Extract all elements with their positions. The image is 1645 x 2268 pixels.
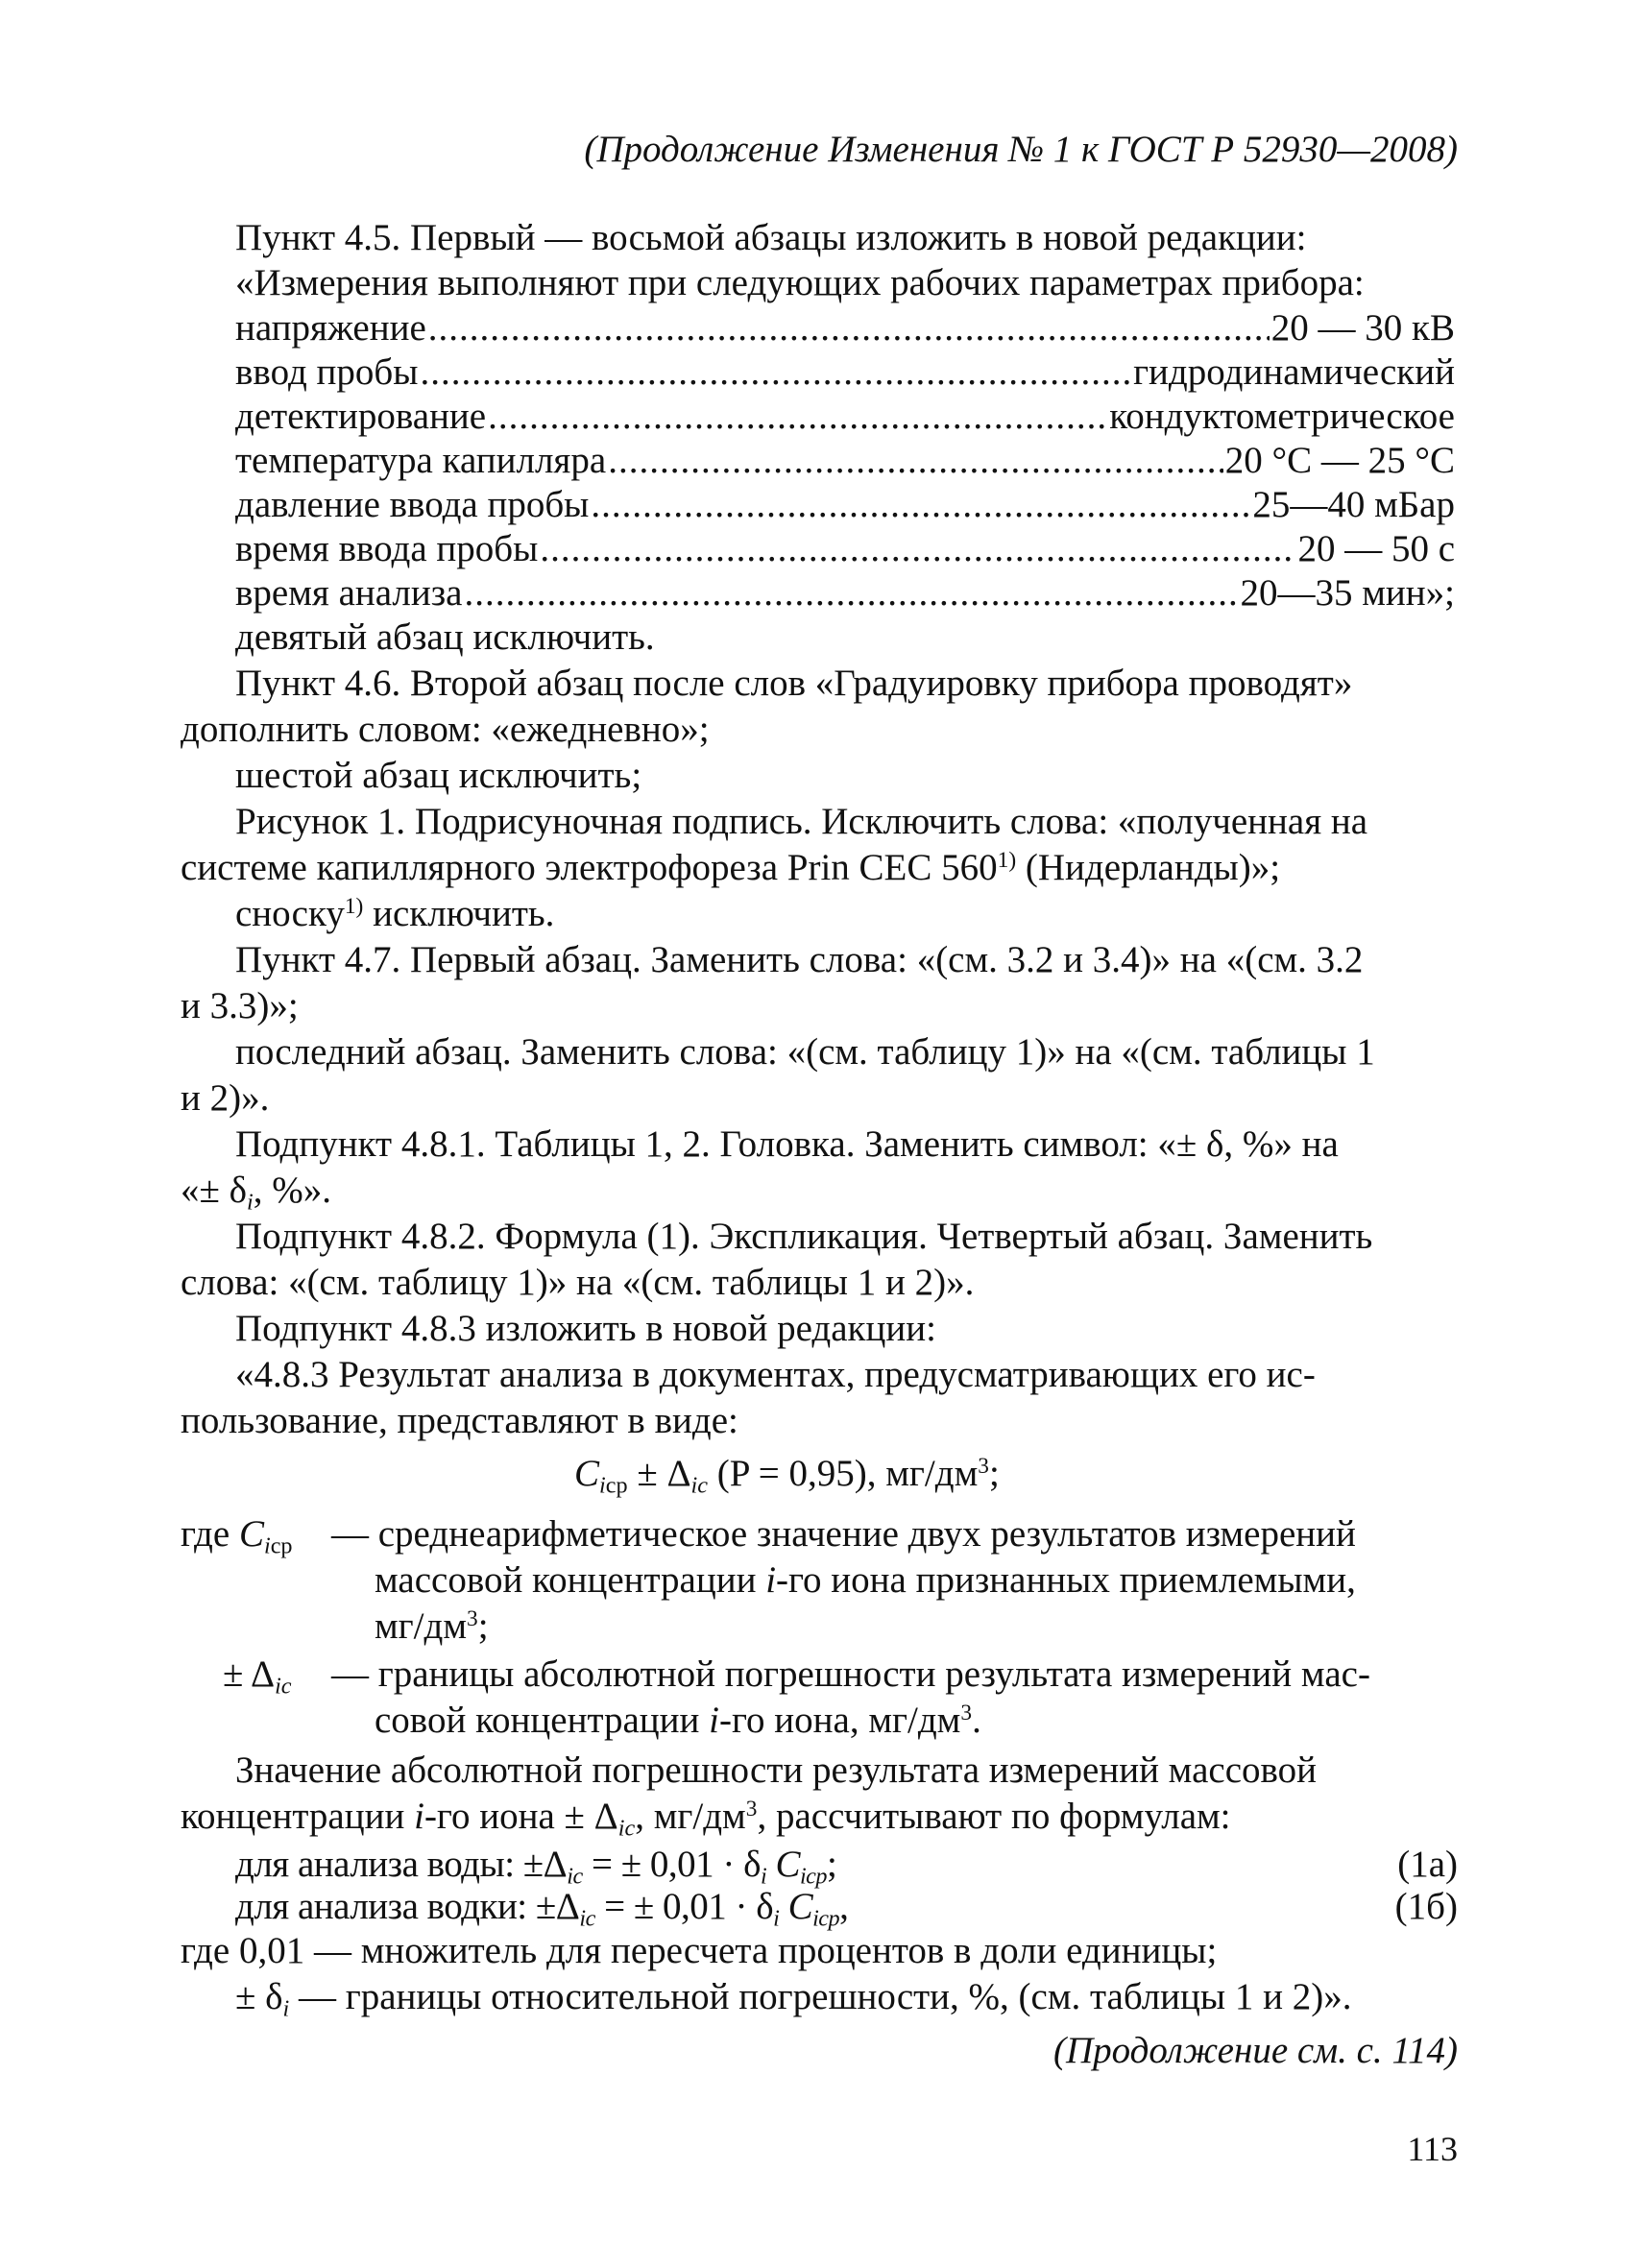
param-row: ввод пробы ..... гидродинамический (235, 353, 1455, 391)
where2-line1: где 0,01 — множитель для пересчета процентов в доли единицы; (181, 1930, 1218, 1971)
fig1-line2: системе капиллярного электрофореза Prin СЕС 560$^{1)}$ (Нидерланды)»; (181, 847, 1281, 888)
formula-1a: для анализа воды: $\pm\Delta_{ic}$ = ± $0,01 \cdot \delta_i$ $C_{iср}$; (235, 1844, 837, 1890)
p483-line2: «4.8.3 Результат анализа в документах, предусматривающих его ис- (235, 1354, 1316, 1395)
param-row: детектирование ..... кондуктометрическое (235, 398, 1455, 435)
explication-row2-line2: совой концентрации i-го иона, $мг/дм^3$. (375, 1700, 981, 1741)
fig1-line1: Рисунок 1. Подрисуночная подпись. Исключить слова: «полученная на (235, 801, 1368, 842)
p47-line2: и 3.3)»; (181, 985, 299, 1026)
p47-line1: Пункт 4.7. Первый абзац. Заменить слова: «(см. 3.2 и 3.4)» на «(см. 3.2 (235, 939, 1364, 980)
p45-quote: «Измерения выполняют при следующих рабочих параметрах прибора: (235, 262, 1365, 303)
p482-line2: слова: «(см. таблицу 1)» на «(см. таблицы 1 и 2)». (181, 1262, 975, 1303)
formula-1a-number: (1а) (1397, 1844, 1458, 1885)
abs-err-line1: Значение абсолютной погрешности результата измерений массовой (235, 1749, 1318, 1791)
fig1-line3: сноску$^{1)}$ исключить. (235, 893, 555, 934)
explication-row2-line1: — границы абсолютной погрешности результата измерений мас- (331, 1653, 1370, 1695)
explication-row1-line2: массовой концентрации i-го иона признанных приемлемыми, (375, 1559, 1356, 1601)
explication-row1-line1: — среднеарифметическое значение двух результатов измерений (331, 1513, 1356, 1555)
param-row: напряжение ..... 20 — 30 кВ (235, 309, 1455, 347)
p483-line3: пользование, представляют в виде: (181, 1400, 738, 1441)
p45-intro: Пункт 4.5. Первый — восьмой абзацы изложить в новой редакции: (235, 217, 1307, 258)
formula-main: $C_{iср} \pm \Delta_{ic}$ (P = 0,95), $мг/дм^3$; (574, 1453, 1000, 1499)
formula-1b: для анализа водки: $\pm\Delta_{ic}$ = ± $0,01 \cdot \delta_i$ $C_{iср}$, (235, 1886, 849, 1932)
p47-line3: последний абзац. Заменить слова: «(см. таблицу 1)» на «(см. таблицы 1 (235, 1031, 1375, 1073)
p483-line1: Подпункт 4.8.3 изложить в новой редакции: (235, 1308, 936, 1349)
explication-row1-line3: $мг/дм^3$; (375, 1605, 489, 1647)
p46-line1: Пункт 4.6. Второй абзац после слов «Градуировку прибора проводят» (235, 663, 1353, 704)
abs-err-line2: концентрации i-го иона ± $\Delta_{ic}$, $мг/дм^3$, рассчитывают по формулам: (181, 1796, 1231, 1842)
p482-line1: Подпункт 4.8.2. Формула (1). Экспликация. Четвертый абзац. Заменить (235, 1216, 1373, 1257)
param-row: давление ввода пробы ..... 25—40 мБар (235, 486, 1455, 523)
p481-line1: Подпункт 4.8.1. Таблицы 1, 2. Головка. Заменить символ: «± δ, %» на (235, 1123, 1339, 1165)
where2-line2: ± $\delta_i$ — границы относительной погрешности, %, (см. таблицы 1 и 2)». (235, 1976, 1352, 2022)
p46-line3: шестой абзац исключить; (235, 755, 642, 796)
explication-row2-symbol: ± $\Delta_{ic}$ (223, 1653, 292, 1700)
header-continuation: (Продолжение Изменения № 1 к ГОСТ Р 52930—2008) (584, 129, 1458, 170)
page-number: 113 (1407, 2130, 1458, 2168)
footer-continuation: (Продолжение см. с. 114) (1053, 2030, 1458, 2071)
formula-1b-number: (1б) (1394, 1886, 1458, 1927)
param-row: время ввода пробы ..... 20 — 50 с (235, 530, 1455, 567)
param-row: время анализа ..... 20—35 мин»; (235, 574, 1455, 612)
p47-line4: и 2)». (181, 1077, 270, 1119)
param-row: температура капилляра ..... 20 °С — 25 °С (235, 442, 1455, 479)
p481-line2: «± $\delta_i$, %». (181, 1170, 331, 1216)
explication-where: где $C_{iср}$ (181, 1513, 293, 1559)
p45-ninth: девятый абзац исключить. (235, 616, 655, 658)
p46-line2: дополнить словом: «ежедневно»; (181, 709, 710, 750)
